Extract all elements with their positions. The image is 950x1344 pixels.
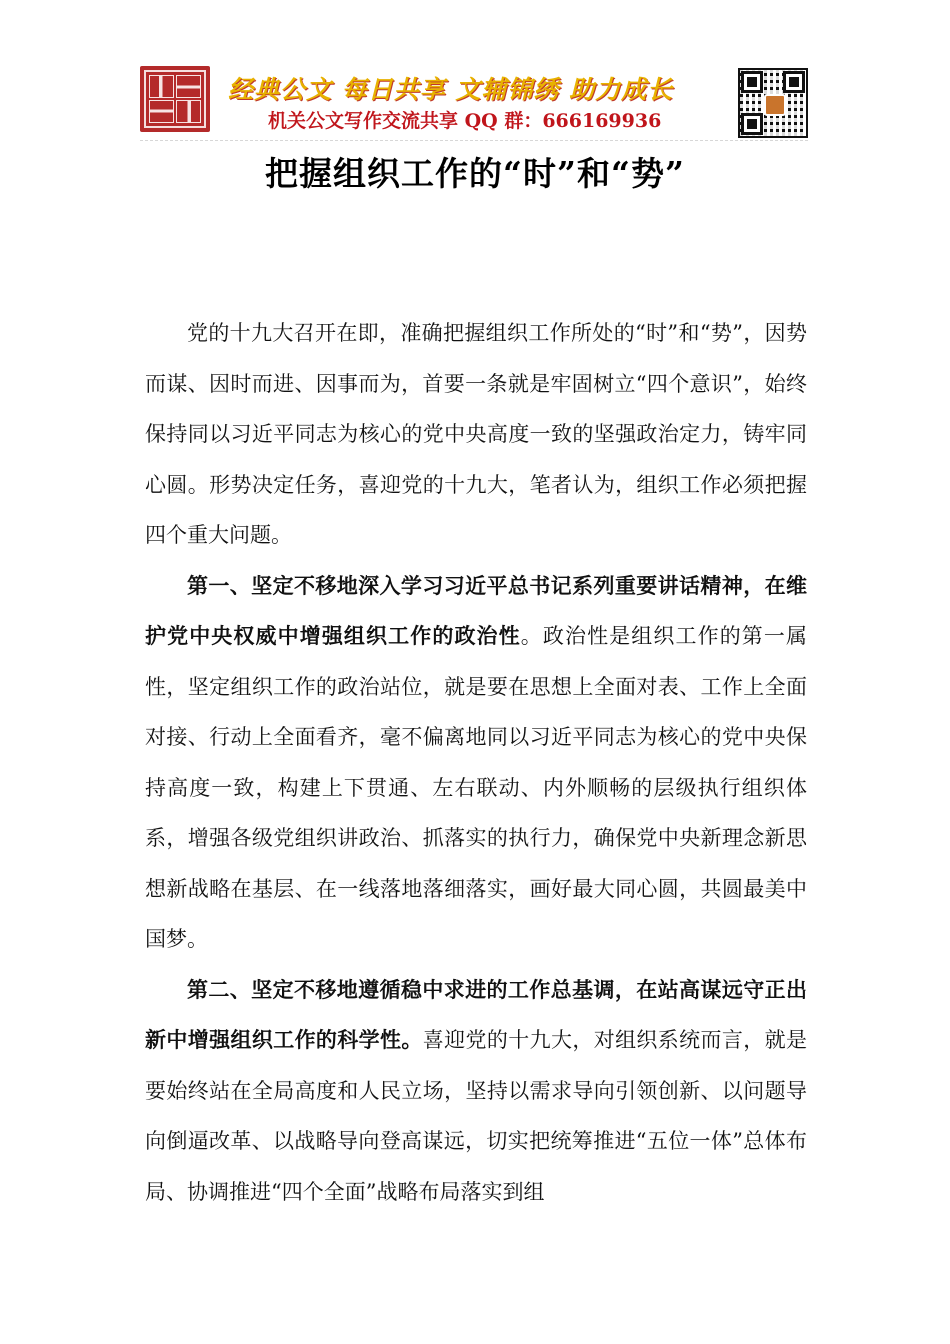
qr-code-icon bbox=[738, 68, 808, 138]
paragraph-lead: 第一、坚定不移地深入学习习近平总书记系列重要讲话精神，在维护党中央权威中增强组织工作的政治性 bbox=[145, 573, 807, 648]
header-slogan: 经典公文 每日共享 文辅锦绣 助力成长 bbox=[228, 75, 674, 104]
document-body bbox=[145, 308, 807, 1217]
seal-logo-icon bbox=[140, 66, 210, 132]
paragraph-lead: 第二、坚定不移地遵循稳中求进的工作总基调，在站高谋远守正出新中增强组织工作的科学性。 bbox=[145, 977, 807, 1052]
document-title: 把握组织工作的“时”和“势” bbox=[265, 154, 685, 193]
paragraph-intro bbox=[145, 308, 807, 561]
paragraph-text: 。政治性是组织工作的第一属性，坚定组织工作的政治站位，就是要在思想上全面对表、工作上全面对接、行动上全面看齐，毫不偏离地同以习近平同志为核心的党中央保持高度一致，构建上下贯通、左右联动、内外顺畅的层级执行组织体系，增强各级党组织讲政治、抓落实的执行力，确保党中央新理念新思想新战略在基层、在一线落地落细落实，画好最大同心圆，共圆最美中国梦。 bbox=[145, 624, 808, 951]
header-qq-group: 机关公文写作交流共享 QQ 群：666169936 bbox=[268, 110, 662, 132]
paragraph-first bbox=[145, 561, 807, 965]
paragraph-text: 党的十九大召开在即，准确把握组织工作所处的“时”和“势”，因势而谋、因时而进、因事而为，首要一条就是牢固树立“四个意识”，始终保持同以习近平同志为核心的党中央高度一致的坚强政治定力，铸牢同心圆。形势决定任务，喜迎党的十九大，笔者认为，组织工作必须把握四个重大问题。 bbox=[145, 321, 807, 547]
page-header bbox=[140, 66, 808, 136]
header-divider bbox=[140, 140, 808, 141]
paragraph-second bbox=[145, 965, 807, 1218]
paragraph-text: 喜迎党的十九大，对组织系统而言，就是要始终站在全局高度和人民立场，坚持以需求导向引领创新、以问题导向倒逼改革、以战略导向登高谋远，切实把统筹推进“五位一体”总体布局、协调推进“四个全面”战略布局落实到组 bbox=[145, 1028, 807, 1204]
